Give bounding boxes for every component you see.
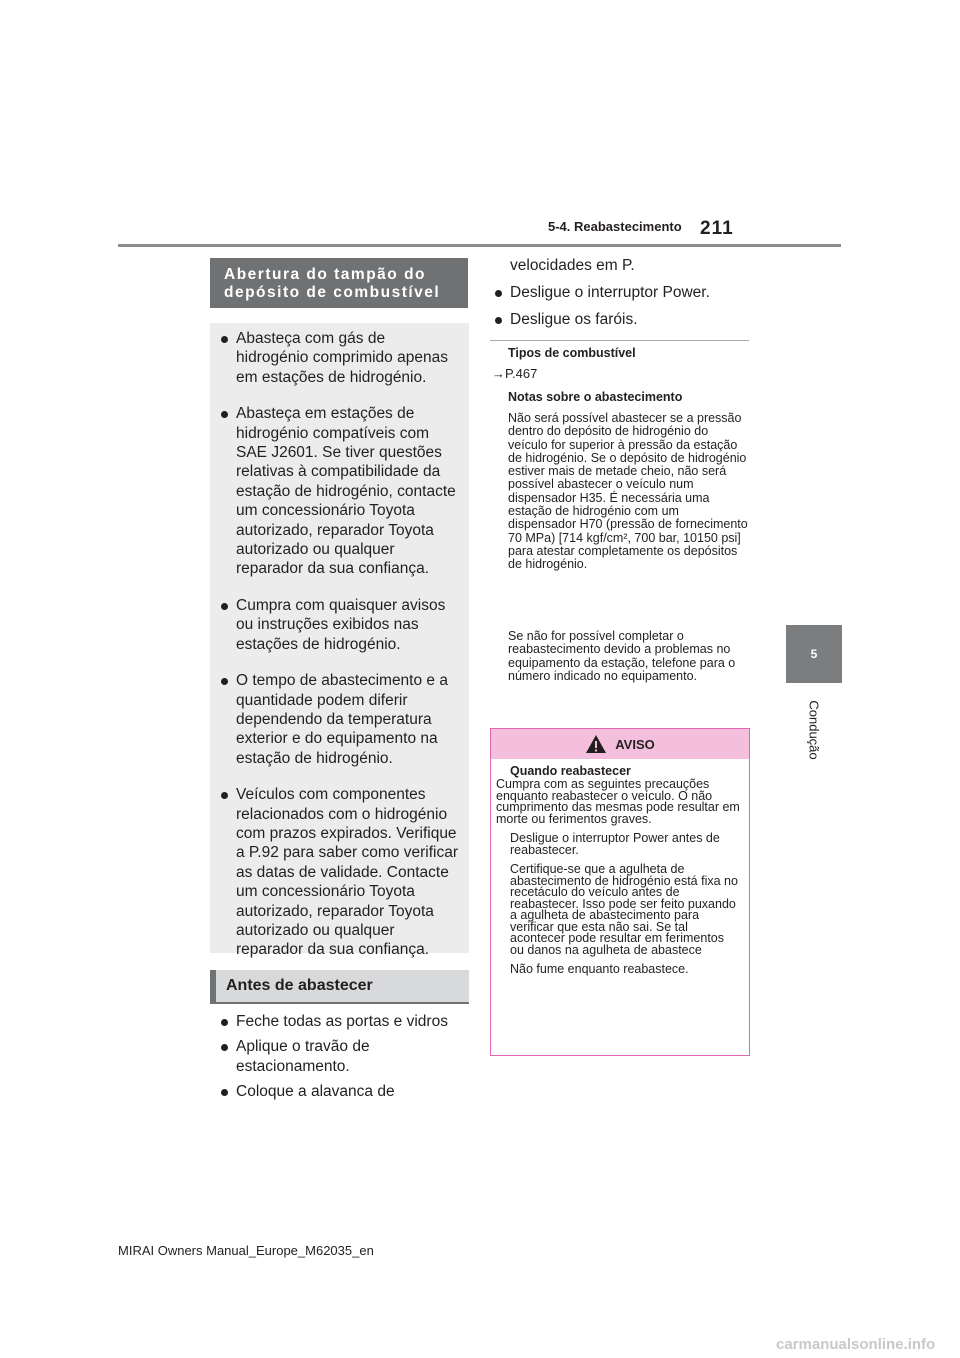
warning-header [491, 729, 749, 759]
list-item [210, 596, 460, 654]
bullet-text: Abasteça em estações de hidrogénio compatíveis com SAE J2601. Se tiver questões relativas à compatibilidade da estação de hidrogénio, contacte um concessionário Toyota autorizado, reparador Toyota autorizado ou qualquer reparador da sua confiança. [236, 405, 456, 578]
fuel-types-heading: Tipos de combustível [508, 346, 636, 360]
fuel-types-reference-link[interactable]: →P.467 [492, 366, 538, 381]
bullet-text: Veículos com componentes relacionados com o hidrogénio com prazos expirados. Verifique a P.92 para saber como verificar as datas de validade. Contacte um concessionário Toyota autorizado, reparador Toyota autorizado ou qualquer reparador da sua confiança. [236, 786, 458, 959]
bullet-icon [495, 317, 502, 324]
chapter-tab[interactable]: 5 [786, 625, 842, 683]
bullet-icon [221, 792, 228, 799]
list-item [210, 1082, 469, 1101]
warning-box [490, 728, 750, 1056]
info-box [210, 323, 469, 959]
list-item [492, 283, 750, 302]
section-title: 5-4. Reabastecimento [548, 219, 682, 234]
bullet-icon [221, 1089, 228, 1096]
heading-before-refueling: Antes de abastecer [210, 970, 469, 1004]
bullet-icon [221, 1044, 228, 1051]
bullet-text: Cumpra com quaisquer avisos ou instruções exibidos nas estações de hidrogénio. [236, 596, 446, 653]
header-divider [118, 244, 841, 247]
info-bullet-list [210, 329, 460, 977]
step-text: Feche todas as portas e vidros [236, 1013, 448, 1030]
list-item [492, 310, 750, 329]
list-item [210, 785, 460, 960]
manual-footer: MIRAI Owners Manual_Europe_M62035_en [118, 1243, 374, 1258]
warning-subheading: Quando reabastecer [510, 764, 631, 778]
bullet-text: O tempo de abastecimento e a quantidade podem diferir dependendo da temperatura exterior e do equipamento na estação de hidrogénio. [236, 672, 448, 767]
warning-triangle-icon [585, 734, 607, 754]
step-text: Coloque a alavanca de [236, 1083, 395, 1101]
warning-body [496, 764, 741, 976]
watermark: carmanualsonline.info [776, 1336, 936, 1353]
warning-item: Certifique-se que a agulheta de abastecimento de hidrogénio está fixa no recetáculo do veículo antes de reabastecer. Isso pode ser feito puxando a agulheta de abastecimento para verificar que esta não sai. Se tal acontecer pode resultar em ferimentos ou danos na agulheta de abastece [510, 862, 738, 957]
bullet-icon [221, 411, 228, 418]
bullet-icon [221, 1019, 228, 1026]
list-item [210, 1012, 469, 1031]
step-list-right [492, 256, 750, 338]
refuel-notes-paragraph-2: Se não for possível completar o reabastecimento devido a problemas no equipamento da estação, telefone para o número indicado no equipamento. [508, 629, 736, 683]
list-item [210, 329, 460, 387]
step-text: Aplique o travão de estacionamento. [236, 1038, 370, 1075]
heading-fuel-cap-opening-text: Abertura do tampão do depósito de combustível [224, 265, 441, 301]
chapter-label [786, 690, 842, 770]
bullet-text: Abasteça com gás de hidrogénio comprimido apenas em estações de hidrogénio. [236, 330, 448, 386]
chapter-label-text: Condução [806, 700, 822, 760]
bullet-icon [221, 336, 228, 343]
warning-item: Desligue o interruptor Power antes de reabastecer. [510, 831, 720, 857]
bullet-icon [221, 603, 228, 610]
list-item [210, 1037, 469, 1076]
refuel-notes-heading: Notas sobre o abastecimento [508, 390, 683, 404]
list-item [210, 404, 460, 579]
list-item [210, 671, 460, 768]
bullet-icon [221, 678, 228, 685]
warning-intro: Cumpra com as seguintes precauções enquanto reabastecer o veículo. O não cumprimento das mesmas pode resultar em morte ou ferimentos graves. [496, 777, 740, 826]
step-text: Desligue o interruptor Power. [510, 284, 710, 301]
notes-divider [490, 340, 749, 341]
step-continuation: velocidades em P. [510, 257, 635, 274]
warning-item: Não fume enquanto reabastece. [510, 962, 689, 976]
step-text: Desligue os faróis. [510, 311, 638, 329]
bullet-icon [495, 290, 502, 297]
refuel-notes-paragraph-1: Não será possível abastecer se a pressão dentro do depósito de hidrogénio do veículo for superior à pressão da estação de hidrogénio. Se o depósito de hidrogénio estiver mais de metade cheio, não será possível abastecer o veículo num dispensador H35. É necessária uma estação de hidrogénio com um dispensador H70 (pressão de fornecimento 70 MPa) [714 kgf/cm², 700 bar, 10150 psi] para atestar completamente os depósitos de hidrogénio. [508, 411, 748, 572]
page-number: 211 [700, 218, 734, 239]
step-list-left [210, 1012, 469, 1108]
warning-title: AVISO [615, 736, 655, 752]
heading-fuel-cap-opening [210, 258, 468, 308]
